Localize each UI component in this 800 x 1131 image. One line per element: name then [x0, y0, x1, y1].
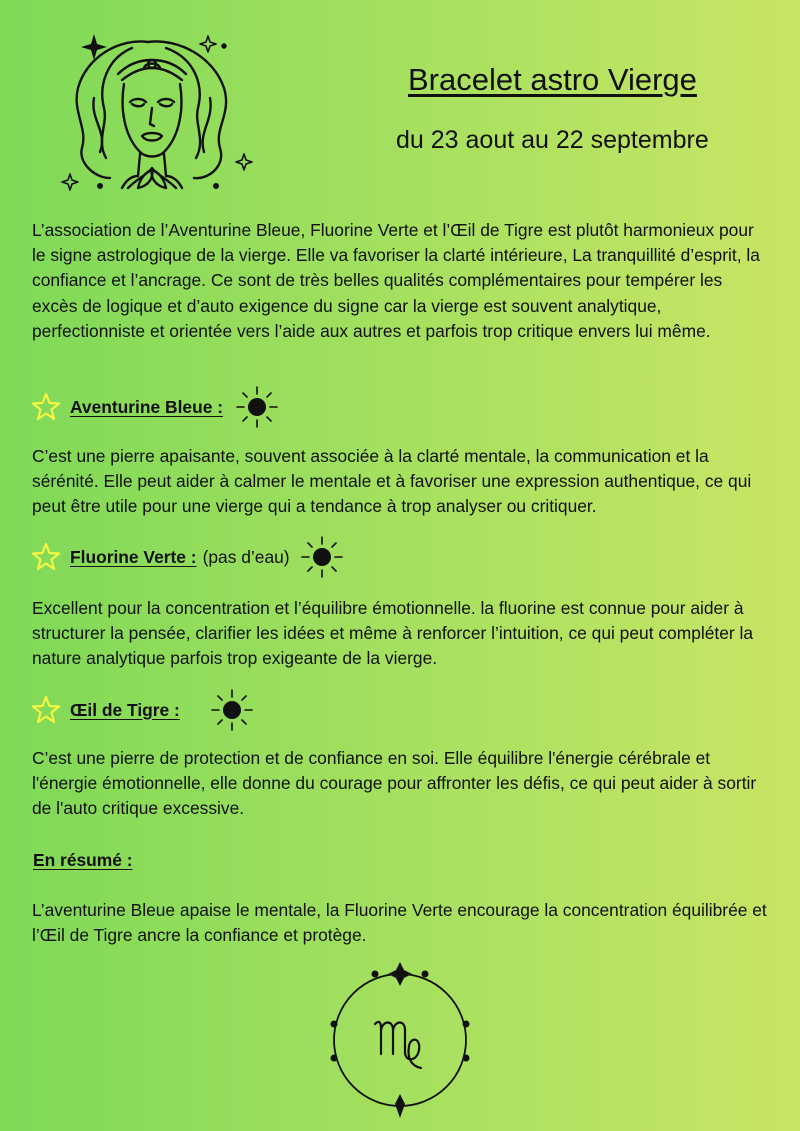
star-icon [30, 541, 62, 573]
stone-description: C’est une pierre de protection et de confiance en soi. Elle équilibre l'énergie cérébrale et l'énergie émotionnelle, elle donne du courage pour affronter les défis, ce qui peut aider à sortir de l'auto critique excessive. [32, 748, 757, 819]
summary-heading: En résumé : [33, 850, 133, 870]
stone-name: Aventurine Bleue : [70, 396, 223, 417]
virgo-symbol-icon [325, 958, 475, 1123]
virgo-portrait-icon [48, 28, 258, 198]
section-heading-fluorine [30, 535, 344, 579]
star-icon [30, 694, 62, 726]
sun-icon [300, 535, 344, 579]
summary-paragraph: L’aventurine Bleue apaise le mentale, la Fluorine Verte encourage la concentration équilibrée et l’Œil de Tigre ancre la confiance et protège. [32, 900, 767, 946]
section-heading-aventurine [30, 385, 279, 429]
stone-description: C’est une pierre apaisante, souvent associée à la clarté mentale, la communication et la sérénité. Elle peut aider à calmer le mentale et à favoriser une expression authentique, ce qui peut être utile pour une vierge qui a tendance à trop analyser ou critiquer. [32, 446, 752, 517]
stone-name: Œil de Tigre : [70, 699, 180, 720]
date-range: du 23 aout au 22 septembre [396, 126, 709, 154]
star-icon [30, 391, 62, 423]
intro-paragraph: L’association de l’Aventurine Bleue, Fluorine Verte et l’Œil de Tigre est plutôt harmonieux pour le signe astrologique de la vierge. Elle va favoriser la clarté intérieure, La tranquillité d’esprit, la confiance et l’ancrage. Ce sont de très belles qualités complémentaires pour tempérer les excès de logique et d’auto exigence du signe car la vierge est souvent analytique, perfectionniste et orientée vers l’aide aux autres et parfois trop critique envers lui même. [32, 220, 760, 341]
stone-description: Excellent pour la concentration et l’équilibre émotionnelle. la fluorine est connue pour aider à structurer la pensée, clarifier les idées et même à renforcer l’intuition, ce qui peut compléter la nature analytique parfois trop exigeante de la vierge. [32, 598, 754, 669]
section-heading-oeil-de-tigre [30, 688, 254, 732]
sun-icon [235, 385, 279, 429]
sun-icon [210, 688, 254, 732]
page-title: Bracelet astro Vierge [408, 62, 697, 97]
stone-name: Fluorine Verte : [70, 546, 197, 567]
stone-note: (pas d’eau) [202, 546, 290, 567]
